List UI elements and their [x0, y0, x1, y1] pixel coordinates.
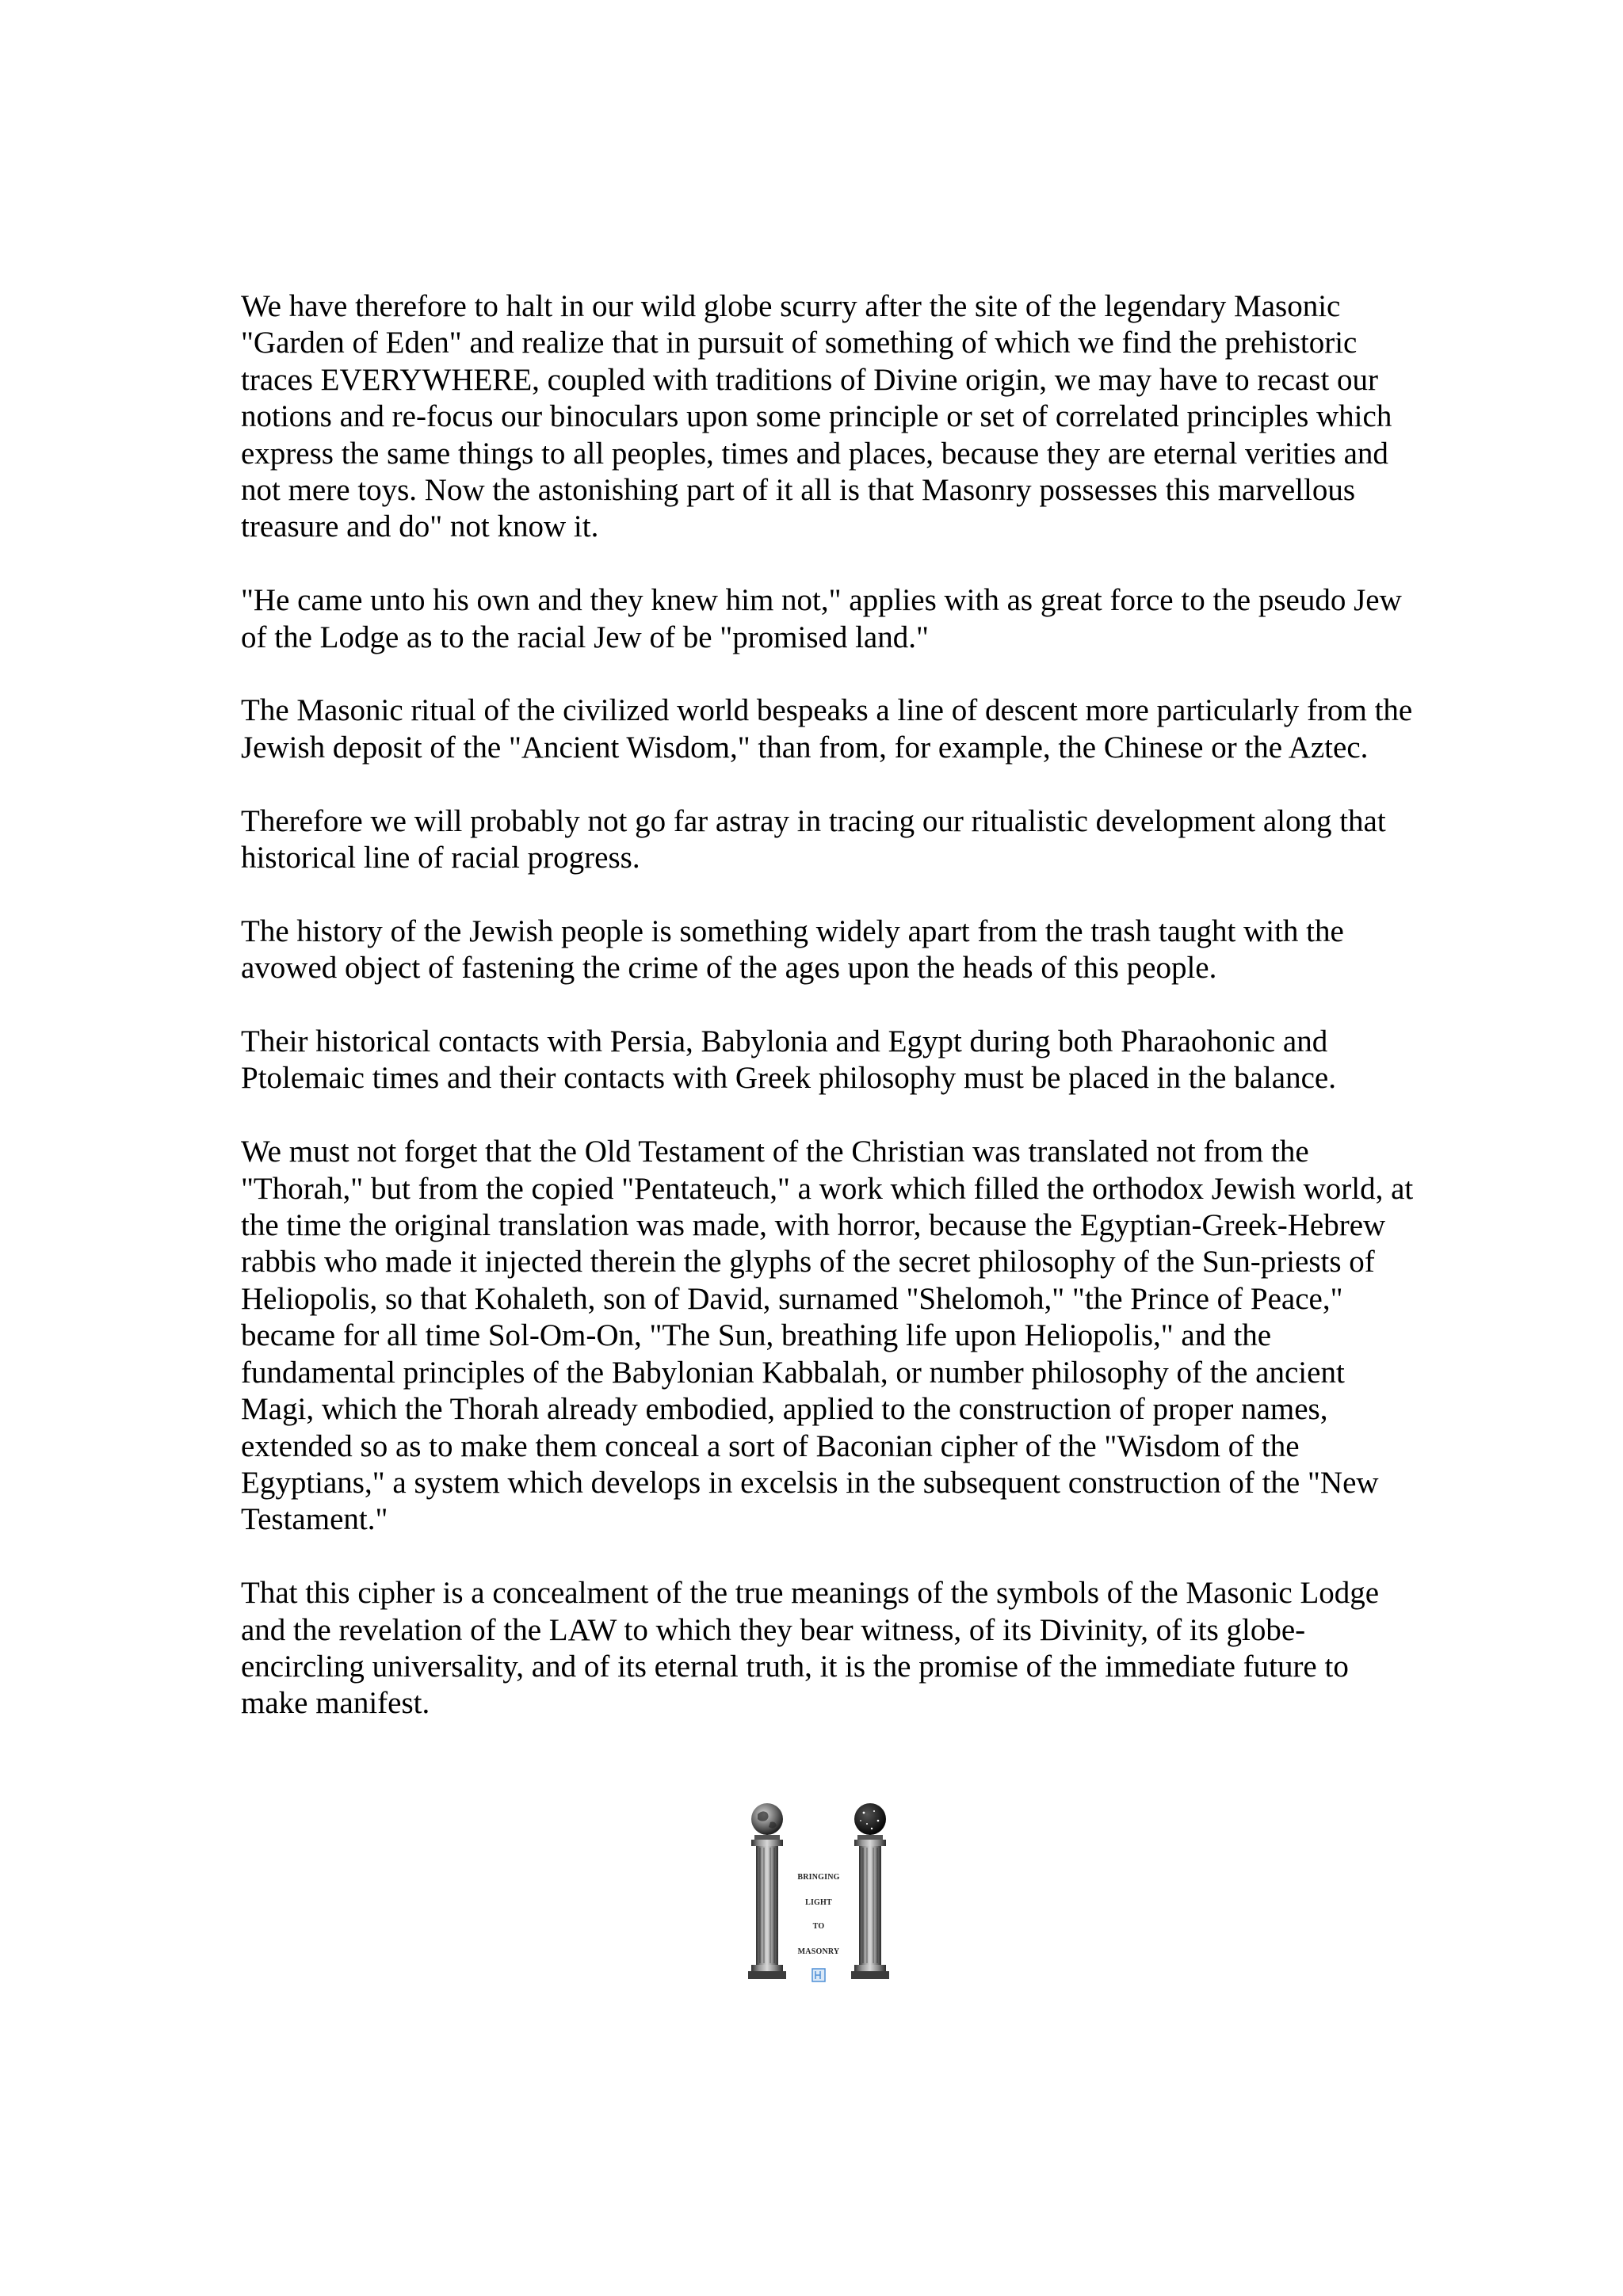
left-pillar-icon — [748, 1803, 786, 1979]
logo-mark-icon — [812, 1968, 826, 1982]
logo-text-light: LIGHT — [805, 1898, 832, 1907]
paragraph-6: Their historical contacts with Persia, Babylonia and Egypt during both Pharaohonic and Ptolemaic times and their contacts with Greek philosophy must be placed in the balance. — [241, 1024, 1336, 1096]
paragraph-7: We must not forget that the Old Testament of the Christian was translated not from the "Thorah," but from the copied "Pentateuch," a work which filled the orthodox Jewish world, at the time the original translation was made, with horror, because the Egyptian-Greek-Hebrew rabbis who made it injected therein the glyphs of the secret philosophy of the Sun-priests of Heliopolis, so that Kohaleth, son of David, surnamed "Shelomoh," "the Prince of Peace," became for all time Sol-Om-On, "The Sun, breathing life upon Heliopolis," and the fundamental principles of the Babylonian Kabbalah, or number philosophy of the ancient Magi, which the Thorah already embodied, applied to the construction of proper names, extended so as to make them conceal a sort of Baconian cipher of the "Wisdom of the Egyptians," a system which develops in excelsis in the subsequent construction of the "New Testament." — [241, 1135, 1414, 1537]
logo-text-to: TO — [812, 1922, 825, 1931]
paragraph-4: Therefore we will probably not go far astray in tracing our ritualistic development along that historical line of racial progress. — [241, 803, 1386, 875]
right-pillar-icon — [851, 1803, 889, 1979]
bringing-light-to-masonry-logo — [743, 1800, 894, 1998]
celestial-globe-icon — [854, 1803, 886, 1835]
logo-text-masonry: MASONRY — [797, 1947, 840, 1956]
paragraph-8: That this cipher is a concealment of the true meanings of the symbols of the Masonic Lodge and the revelation of the LAW to which they bear witness, of its Divinity, of its globe-encircling universality, and of its eternal truth, it is the promise of the immediate future to make manifest. — [241, 1576, 1380, 1721]
paragraph-5: The history of the Jewish people is something widely apart from the trash taught with the avowed object of fastening the crime of the ages upon the heads of this people. — [241, 913, 1344, 986]
logo-text-bringing: BRINGING — [797, 1873, 840, 1882]
paragraph-3: The Masonic ritual of the civilized world bespeaks a line of descent more particularly from the Jewish deposit of the "Ancient Wisdom," than from, for example, the Chinese or the Aztec. — [241, 693, 1413, 765]
body-text — [241, 288, 1414, 1759]
paragraph-2: "He came unto his own and they knew him not," applies with as great force to the pseudo Jew of the Lodge as to the racial Jew of be "promised land." — [241, 583, 1402, 654]
paragraph-1: We have therefore to halt in our wild globe scurry after the site of the legendary Masonic "Garden of Eden" and realize that in pursuit of something of which we find the prehistoric traces EVERYWHERE, coupled with traditions of Divine origin, we may have to recast our notions and re-focus our binoculars upon some principle or set of correlated principles which express the same things to all peoples, times and places, because they are eternal verities and not mere toys. Now the astonishing part of it all is that Masonry possesses this marvellous treasure and do" not know it. — [241, 289, 1392, 544]
